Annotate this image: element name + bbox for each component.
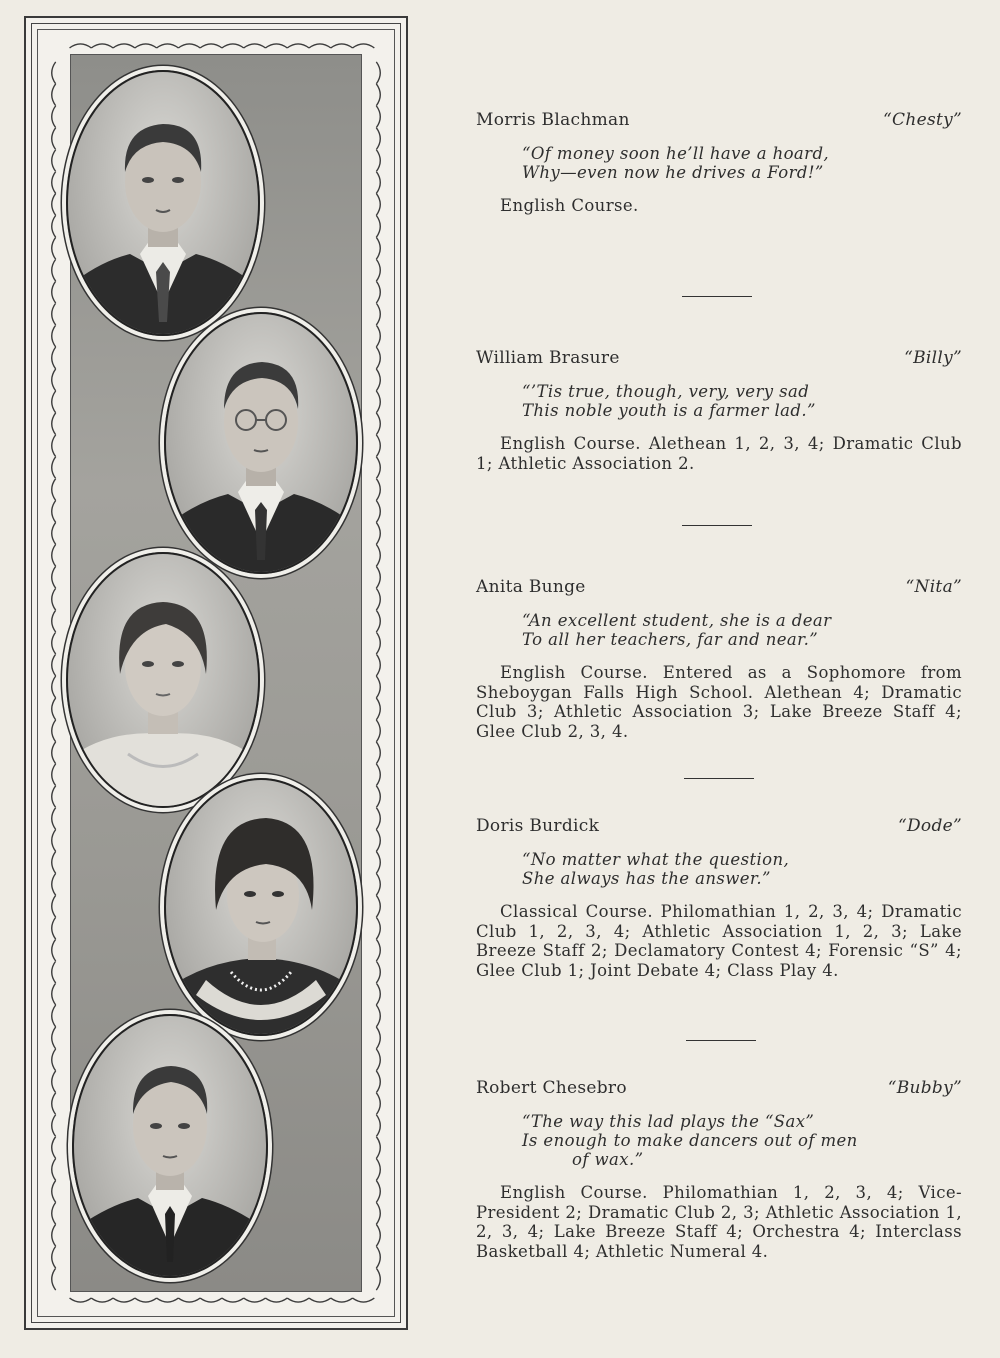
quote-line: This noble youth is a farmer lad.” (522, 401, 816, 420)
name-row (476, 577, 962, 599)
quote-line: “Of money soon he’ll have a hoard, (522, 144, 830, 163)
portrait-anita-bunge (66, 552, 260, 808)
entry-morris-blachman (476, 110, 962, 216)
student-name: Doris Burdick (476, 816, 600, 836)
divider-rule (684, 778, 754, 779)
student-name: Robert Chesebro (476, 1078, 627, 1098)
student-quote (522, 1112, 962, 1169)
divider-rule (686, 1040, 756, 1041)
quote-line: Why—even now he drives a Ford!” (522, 163, 824, 182)
student-description: English Course. Entered as a Sophomore from Sheboygan Falls High School. Alethean 4; Dramatic Club 3; Athletic Association 3; Lake Breeze Staff 4; Glee Club 2, 3, 4. (476, 663, 962, 741)
student-quote (522, 611, 962, 649)
quote-line: Is enough to make dancers out of men (522, 1131, 858, 1150)
portrait-image (68, 554, 258, 806)
portrait-image (166, 780, 356, 1034)
student-quote (522, 144, 962, 182)
student-quote (522, 850, 962, 888)
portrait-morris-blachman (66, 70, 260, 336)
quote-line: “The way this lad plays the “Sax” (522, 1112, 815, 1131)
student-description: English Course. Alethean 1, 2, 3, 4; Dramatic Club 1; Athletic Association 2. (476, 434, 962, 473)
portrait-image (74, 1016, 266, 1276)
divider-rule (682, 525, 752, 526)
student-nickname: “Bubby” (887, 1078, 962, 1098)
divider-rule (682, 296, 752, 297)
student-nickname: “Nita” (905, 577, 962, 597)
entry-william-brasure (476, 348, 962, 473)
quote-line: of wax.” (572, 1150, 644, 1169)
student-name: Anita Bunge (476, 577, 586, 597)
entry-doris-burdick (476, 816, 962, 980)
name-row (476, 816, 962, 838)
name-row (476, 110, 962, 132)
entry-anita-bunge (476, 577, 962, 741)
student-description: English Course. (500, 196, 639, 215)
quote-line: She always has the answer.” (522, 869, 771, 888)
quote-line: To all her teachers, far and near.” (522, 630, 819, 649)
student-name: William Brasure (476, 348, 620, 368)
entry-robert-chesebro (476, 1078, 962, 1261)
student-quote (522, 382, 962, 420)
portrait-image (68, 72, 258, 334)
student-nickname: “Billy” (904, 348, 962, 368)
portrait-william-brasure (164, 312, 358, 574)
student-description: English Course. Philomathian 1, 2, 3, 4; Vice-President 2; Dramatic Club 2, 3; Athletic Association 1, 2, 3, 4; Lake Breeze Staff 4; Orchestra 4; Interclass Basketball 4; Athletic Numeral 4. (476, 1183, 962, 1261)
quote-line: “An excellent student, she is a dear (522, 611, 832, 630)
name-row (476, 348, 962, 370)
student-name: Morris Blachman (476, 110, 630, 130)
portrait-doris-burdick (164, 778, 358, 1036)
name-row (476, 1078, 962, 1100)
student-nickname: “Chesty” (883, 110, 962, 130)
student-description: Classical Course. Philomathian 1, 2, 3, 4; Dramatic Club 1, 2, 3, 4; Athletic Association 1, 2, 3; Lake Breeze Staff 2; Declamatory Contest 4; Forensic “S” 4; Glee Club 1; Joint Debate 4; Class Play 4. (476, 902, 962, 980)
portrait-image (166, 314, 356, 572)
quote-line: “’Tis true, though, very, very sad (522, 382, 810, 401)
student-nickname: “Dode” (898, 816, 962, 836)
quote-line: “No matter what the question, (522, 850, 790, 869)
portrait-robert-chesebro (72, 1014, 268, 1278)
